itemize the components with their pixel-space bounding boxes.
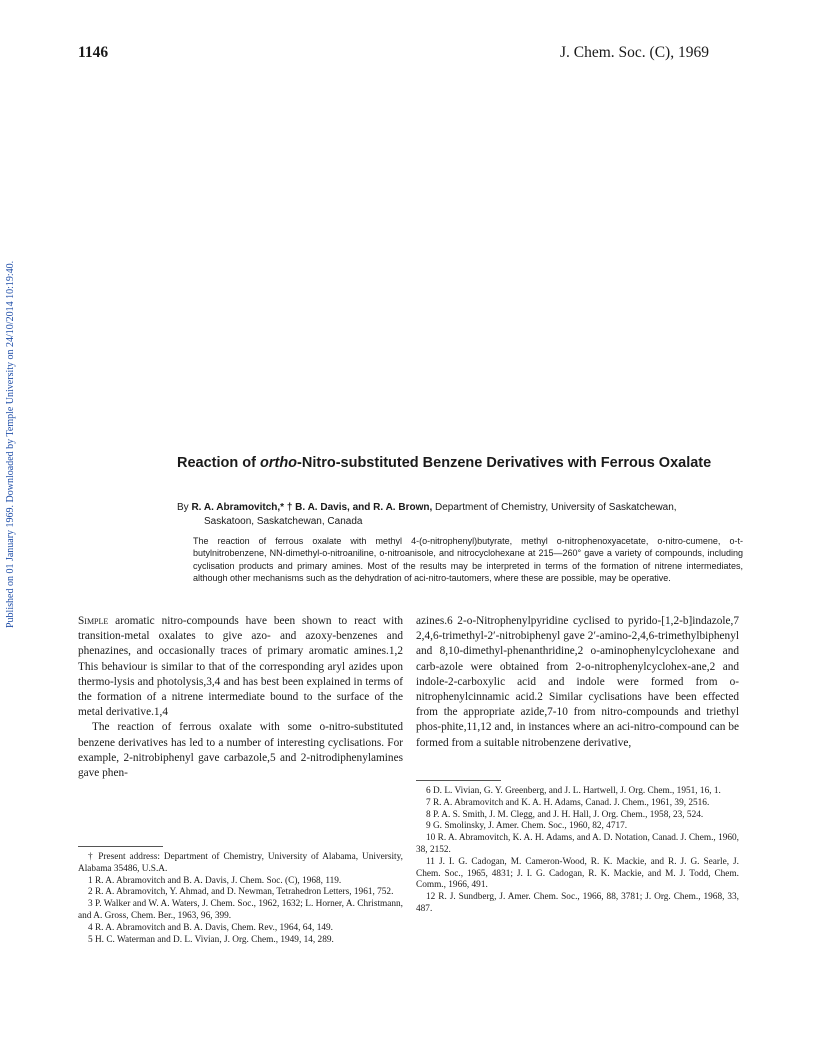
body-paragraph [78, 614, 403, 720]
footnote: 10 R. A. Abramovitch, K. A. H. Adams, and A. D. Notation, Canad. J. Chem., 1960, 38, 2152. [416, 833, 739, 855]
footnote-rule [78, 846, 163, 847]
title-text-post: -Nitro-substituted Benzene Derivatives with Ferrous Oxalate [297, 455, 712, 471]
footnote: 11 J. I. G. Cadogan, M. Cameron-Wood, R. K. Mackie, and R. J. G. Searle, J. Chem. Soc., 1965, 4831; J. I. G. Cadogan, R. K. Mackie, and M. J. Todd, Chem. Comm., 1966, 491. [416, 856, 739, 891]
footnotes-right [416, 786, 739, 916]
affiliation-line-2: Saskatoon, Saskatchewan, Canada [204, 515, 363, 527]
footnote: 5 H. C. Waterman and D. L. Vivian, J. Org. Chem., 1949, 14, 289. [88, 934, 334, 945]
page-number: 1146 [78, 44, 109, 61]
author-line [177, 501, 757, 528]
body-column-right [416, 614, 739, 751]
lead-word: Simple [78, 615, 109, 627]
body-paragraph: The reaction of ferrous oxalate with some o-nitro-substituted benzene derivatives has led to a number of interesting cyclisations. For example, 2-nitrobiphenyl gave carbazole,5 and 2-nitrodiphenylamines gave phen- [78, 721, 403, 780]
journal-citation: J. Chem. Soc. (C), 1969 [560, 44, 709, 61]
body-paragraph: azines.6 2-o-Nitrophenylpyridine cyclised to pyrido-[1,2-b]indazole,7 2,4,6-trimethyl-2′-nitrobiphenyl gave 2′-amino-2,4,6-trimethylbiphenyl and 8,10-dimethyl-phenanthridine,2 o-aminophenylcyclohexane and carb-azole were obtained from 2-o-nitrophenylcyclohex-ane,2 and indole-2-carboxylic acid and indole were formed from o-nitrophenylcinnamic acid.2 Similar cyclisations have been effected from the appropriate azide,7-10 from nitro-compounds and triethyl phos-phite,11,12 and, in instances where an aci-nitro-compound can be formed from a suitable nitrobenzene derivative, [416, 615, 739, 749]
footnote: 9 G. Smolinsky, J. Amer. Chem. Soc., 1960, 82, 4717. [426, 821, 628, 832]
body-column-left [78, 614, 403, 781]
footnote: 12 R. J. Sundberg, J. Amer. Chem. Soc., 1966, 88, 3781; J. Org. Chem., 1968, 33, 487. [416, 892, 739, 914]
footnote-rule [416, 780, 501, 781]
footnote: 4 R. A. Abramovitch and B. A. Davis, Chem. Rev., 1964, 64, 149. [88, 922, 333, 933]
footnote: 8 P. A. S. Smith, J. M. Clegg, and J. H. Hall, J. Org. Chem., 1958, 23, 524. [426, 809, 704, 820]
footnote: 7 R. A. Abramovitch and K. A. H. Adams, Canad. J. Chem., 1961, 39, 2516. [426, 797, 710, 808]
footnote: 2 R. A. Abramovitch, Y. Ahmad, and D. Newman, Tetrahedron Letters, 1961, 752. [88, 887, 394, 898]
footnotes-left [78, 852, 403, 946]
download-watermark [5, 208, 21, 628]
title-text-italic: ortho [259, 455, 298, 471]
author-names: R. A. Abramovitch,* † B. A. Davis, and R. A. Brown, [191, 502, 433, 513]
abstract: The reaction of ferrous oxalate with methyl 4-(o-nitrophenyl)butyrate, methyl o-nitrophenoxyacetate, o-nitro-cumene, o-t-butylnitrobenzene, NN-dimethyl-o-nitroaniline, o-nitroanisole, and nitrocyclohexane at 215—260° gave a variety of compounds, including cyclisation products and primary amines. Most of the results may be interpreted in terms of the formation of nitrene intermediates, although other mechanisms such as the dehydration of aci-nitro-tautomers, where these are possible, may be operative. [193, 536, 743, 584]
footnote: † Present address: Department of Chemistry, University of Alabama, University, Alabama 35486, U.S.A. [78, 852, 403, 874]
footnote: 1 R. A. Abramovitch and B. A. Davis, J. Chem. Soc. (C), 1968, 119. [88, 875, 342, 886]
footnote: 6 D. L. Vivian, G. Y. Greenberg, and J. L. Hartwell, J. Org. Chem., 1951, 16, 1. [426, 786, 721, 796]
download-watermark-text[interactable]: Published on 01 January 1969. Downloaded by Temple University on 24/10/2014 10:19:40. [5, 260, 16, 628]
by-label: By [177, 502, 192, 513]
footnote: 3 P. Walker and W. A. Waters, J. Chem. Soc., 1962, 1632; L. Horner, A. Christmann, and A. Gross, Chem. Ber., 1963, 96, 399. [78, 899, 403, 921]
affiliation: Department of Chemistry, University of Saskatchewan, [432, 502, 677, 513]
paragraph-text: aromatic nitro-compounds have been shown to react with transition-metal oxalates to give azo- and azoxy-benzenes and phenazines, and occasionally traces of primary aromatic amines.1,2 This behaviour is similar to that of the corresponding aryl azides upon thermo-lysis and photolysis,3,4 and has best been explained in terms of the formation of a nitrene intermediate bound to the surface of the metal derivative.1,4 [78, 615, 403, 719]
article-title [177, 455, 747, 472]
title-text-pre: Reaction of [177, 455, 260, 471]
